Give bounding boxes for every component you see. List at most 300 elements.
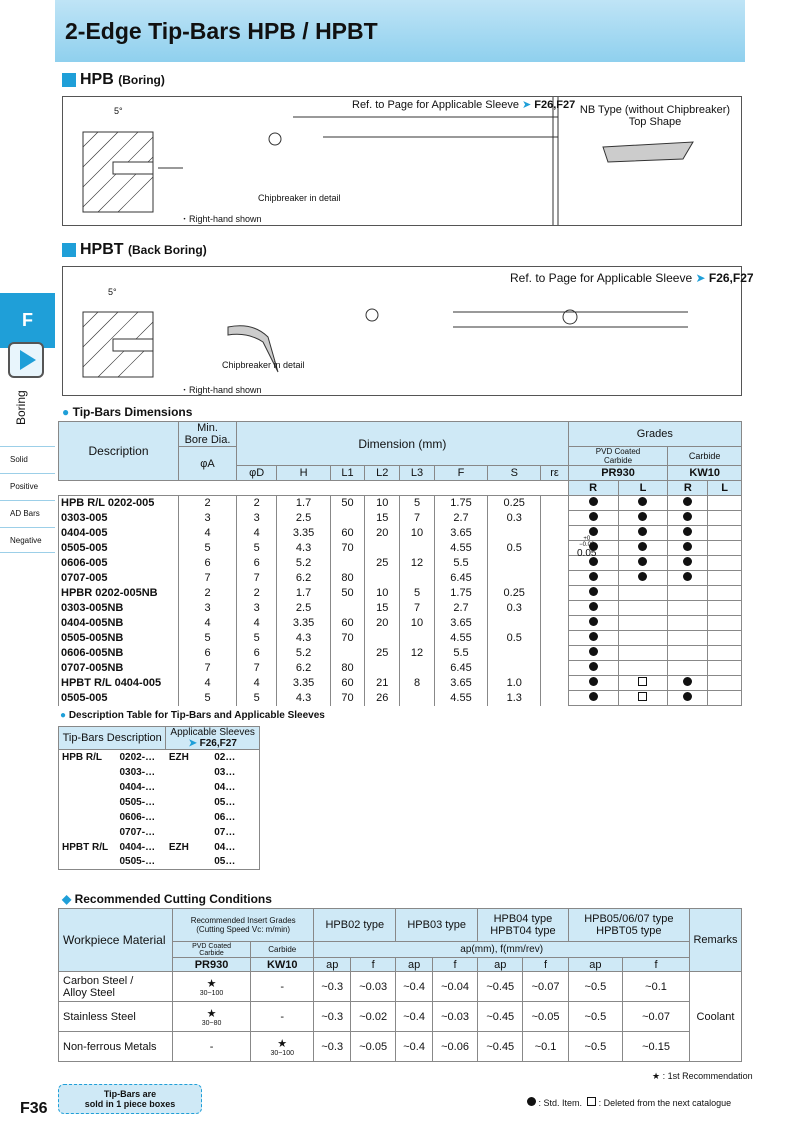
arrow-icon: ➤: [188, 738, 197, 749]
desc-code: 0505-…: [119, 856, 156, 868]
cell-H: 3.35: [277, 676, 330, 691]
std-item-icon: [527, 1097, 536, 1106]
desc-group: [59, 795, 117, 810]
cell-L1: 70: [330, 631, 365, 646]
cell-L1: 80: [330, 661, 365, 676]
cc-h-ap: ap: [314, 958, 351, 972]
grade-cell: [618, 661, 668, 676]
grade-cell: [668, 676, 708, 691]
std-item-icon: [683, 527, 692, 536]
grade-cell: [618, 691, 668, 706]
cell-S: 0.5: [488, 541, 541, 556]
table-row: [59, 571, 742, 586]
cc-h-t4-2: HPBT05 type: [596, 925, 662, 937]
desc-table: [58, 726, 260, 870]
cell-A: 7: [179, 661, 237, 676]
hpbt-ref-pages[interactable]: F26,F27: [708, 271, 754, 285]
cell-L2: 25: [365, 556, 400, 571]
std-item-icon: [638, 497, 647, 506]
cell-H: 5.2: [277, 556, 330, 571]
material: [59, 972, 173, 1002]
pack-info-1: Tip-Bars are: [103, 1089, 157, 1099]
cell-re: [541, 631, 568, 646]
dims-h-L2: L2: [365, 466, 400, 481]
hpb-marker: [62, 73, 76, 87]
grade-cell: [568, 616, 618, 631]
sleeve-code: 05…: [214, 856, 236, 868]
grade-cell: [568, 511, 618, 526]
sleeve-code: 03…: [214, 766, 236, 778]
desc-group: [59, 765, 117, 780]
cell-L2: [365, 571, 400, 586]
cond-value: ~0.3: [314, 972, 351, 1002]
cell-re: [541, 571, 568, 586]
std-item-icon: [683, 497, 692, 506]
cond-value: ~0.45: [478, 1032, 523, 1062]
std-item-icon: [683, 557, 692, 566]
grade-cell: [708, 556, 742, 571]
cell-re: [541, 661, 568, 676]
cell-L2: 25: [365, 646, 400, 661]
sleeve-series: [166, 780, 211, 795]
desc-group: HPB R/L: [62, 751, 102, 763]
grade-cell: [708, 646, 742, 661]
deleted-item-icon: [587, 1097, 596, 1106]
grade-cell: [668, 661, 708, 676]
desc-h-desc: Tip-Bars Description: [59, 727, 166, 750]
hpbt-drawing: [63, 267, 741, 395]
cc-h-rig: [173, 909, 314, 942]
cell-F: 3.65: [434, 526, 487, 541]
table-row: [59, 972, 742, 1002]
dims-h-A: φA: [179, 447, 237, 481]
cell-D: 6: [237, 646, 277, 661]
remark: Coolant: [690, 972, 742, 1062]
cc-h-t3-1: HPB04 type: [493, 913, 553, 925]
sleeve-code: 07…: [214, 826, 236, 838]
grade-cell: [708, 631, 742, 646]
table-row: [59, 616, 742, 631]
hpb-ref-text: Ref. to Page for Applicable Sleeve: [352, 99, 519, 111]
std-item-icon: [589, 662, 598, 671]
std-item-icon: [589, 647, 598, 656]
cell-A: 5: [179, 691, 237, 706]
std-item-icon: [589, 632, 598, 641]
cell-D: 5: [237, 691, 277, 706]
cond-value: ~0.3: [314, 1032, 351, 1062]
dims-h-F: F: [434, 466, 487, 481]
cond-value: ~0.06: [432, 1032, 477, 1062]
dims-h-r2: R: [668, 481, 708, 496]
cell-D: 6: [237, 556, 277, 571]
grade-cell: [618, 676, 668, 691]
star-note: ★ : 1st Recommendation: [652, 1071, 753, 1081]
cell-F: 6.45: [434, 661, 487, 676]
cell-L1: 70: [330, 541, 365, 556]
std-item-icon: [638, 527, 647, 536]
desc-group: HPBT R/L: [62, 841, 109, 853]
desc-h-app-1: Applicable Sleeves: [170, 727, 255, 738]
cell-A: 2: [179, 586, 237, 601]
cell-L1: [330, 556, 365, 571]
dims-title: Tip-Bars Dimensions: [72, 405, 193, 419]
dims-h-min-2: Bore Dia.: [184, 434, 231, 446]
cell-L2: 10: [365, 496, 400, 511]
hpb-title: HPB: [80, 71, 114, 88]
cell-A: 3: [179, 601, 237, 616]
table-row: [59, 661, 742, 676]
grade-cell: [618, 616, 668, 631]
row-desc: HPB R/L 0202-005: [59, 496, 179, 511]
cell-S: [488, 526, 541, 541]
cond-value: ~0.1: [523, 1032, 568, 1062]
cell-A: 7: [179, 571, 237, 586]
grade-cell: [618, 571, 668, 586]
cell-L1: 60: [330, 526, 365, 541]
cell-H: 4.3: [277, 631, 330, 646]
row-desc: 0505-005: [59, 541, 179, 556]
grade-cell: [618, 511, 668, 526]
section-tab-f[interactable]: F: [0, 293, 55, 348]
cell-H: 6.2: [277, 571, 330, 586]
cell-F: 3.65: [434, 616, 487, 631]
cc-h-ap: ap: [396, 958, 433, 972]
cell-H: 1.7: [277, 496, 330, 511]
rating: -: [209, 1040, 214, 1053]
desc-title: Description Table for Tip-Bars and Applicable Sleeves: [68, 710, 325, 721]
cell-D: 4: [237, 526, 277, 541]
cutting-title: Recommended Cutting Conditions: [74, 892, 272, 906]
dims-h-l2: L: [708, 481, 742, 496]
dims-h-min-1: Min.: [197, 422, 218, 434]
cell-H: 6.2: [277, 661, 330, 676]
deleted-item-icon: [638, 677, 647, 686]
std-item-icon: [589, 677, 598, 686]
speed: 30~100: [270, 1049, 294, 1057]
cell-L2: 21: [365, 676, 400, 691]
cell-F: 4.55: [434, 631, 487, 646]
cell-H: 3.35: [277, 616, 330, 631]
grade-cell: [708, 661, 742, 676]
cell-re: [541, 676, 568, 691]
hpb-angle: 5°: [114, 106, 123, 116]
desc-code: 0404-…: [119, 841, 156, 853]
cell-H: 4.3: [277, 691, 330, 706]
cc-h-pvd: [173, 942, 251, 958]
cell-A: 4: [179, 616, 237, 631]
cell-F: 2.7: [434, 601, 487, 616]
cell-H: 1.7: [277, 586, 330, 601]
sleeve-series: [166, 855, 211, 870]
cell-L3: [400, 661, 435, 676]
cell-H: 4.3: [277, 541, 330, 556]
cell-L2: 15: [365, 511, 400, 526]
cell-re: [541, 511, 568, 526]
sleeve-series: [166, 765, 211, 780]
grade-pr930: [173, 1032, 251, 1062]
cell-L1: 50: [330, 496, 365, 511]
cell-re: [541, 556, 568, 571]
sleeve-code: 05…: [214, 796, 236, 808]
dims-h-H: H: [277, 466, 330, 481]
page-number: F36: [20, 1100, 48, 1117]
cell-L2: [365, 541, 400, 556]
cell-F: 4.55: [434, 541, 487, 556]
desc-code: 0404-…: [119, 781, 156, 793]
table-row: [59, 646, 742, 661]
cc-h-f: f: [351, 958, 396, 972]
cell-F: 3.65: [434, 676, 487, 691]
cell-A: 6: [179, 646, 237, 661]
legend-del: : Deleted from the next catalogue: [598, 1098, 732, 1108]
grade-cell: [568, 586, 618, 601]
cell-L1: 80: [330, 571, 365, 586]
cc-h-pvd-2: Carbide: [199, 949, 224, 957]
sidebar-item-ad-bars[interactable]: AD Bars: [0, 500, 55, 526]
legend: [527, 1097, 731, 1108]
material: [59, 1002, 173, 1032]
std-item-icon: [589, 692, 598, 701]
grade-cell: [708, 586, 742, 601]
cell-A: 5: [179, 541, 237, 556]
cell-A: 5: [179, 631, 237, 646]
cell-L3: 5: [400, 586, 435, 601]
std-item-icon: [683, 692, 692, 701]
hpbt-subtitle: (Back Boring): [128, 243, 207, 257]
cc-h-pr: PR930: [173, 958, 251, 972]
hpbt-drawing-box: [62, 266, 742, 396]
std-item-icon: [589, 512, 598, 521]
grade-cell: [618, 541, 668, 556]
hpbt-chipbreaker: Chipbreaker in detail: [222, 360, 305, 370]
sleeve-series: [166, 810, 211, 825]
dims-h-re: rε: [541, 466, 568, 481]
dims-h-l1: L: [618, 481, 668, 496]
re-tol-top: +0: [583, 536, 591, 542]
cc-h-t4: [568, 909, 689, 942]
dims-h-min: [179, 422, 237, 447]
cell-re: [541, 526, 568, 541]
row-desc: 0505-005NB: [59, 631, 179, 646]
cell-D: 2: [237, 496, 277, 511]
sleeve-series: [166, 795, 211, 810]
cell-L1: [330, 601, 365, 616]
row-desc: 0404-005: [59, 526, 179, 541]
cell-L1: [330, 646, 365, 661]
cell-S: 0.3: [488, 601, 541, 616]
grade-cell: [618, 496, 668, 511]
grade-cell: [708, 571, 742, 586]
grade-cell: [568, 631, 618, 646]
cell-H: 2.5: [277, 511, 330, 526]
row-desc: 0404-005NB: [59, 616, 179, 631]
row-desc: HPBR 0202-005NB: [59, 586, 179, 601]
cell-S: 0.25: [488, 496, 541, 511]
cell-D: 7: [237, 661, 277, 676]
cell-S: 1.3: [488, 691, 541, 706]
cell-L3: [400, 691, 435, 706]
std-item-icon: [683, 512, 692, 521]
grade-cell: [668, 526, 708, 541]
grade-cell: [668, 511, 708, 526]
dims-h-D: φD: [237, 466, 277, 481]
cell-F: 5.5: [434, 556, 487, 571]
sidebar-item-positive[interactable]: Positive: [0, 473, 55, 499]
cond-value: ~0.4: [396, 1002, 433, 1032]
nb-type-sub: Top Shape: [628, 116, 682, 128]
cond-value: ~0.03: [432, 1002, 477, 1032]
grade-cell: [568, 496, 618, 511]
std-item-icon: [638, 542, 647, 551]
cc-h-pvd-1: PVD Coated: [192, 942, 231, 950]
cell-F: 5.5: [434, 646, 487, 661]
grade-cell: [708, 616, 742, 631]
nb-type-title: NB Type (without Chipbreaker): [579, 104, 731, 116]
cond-value: ~0.45: [478, 1002, 523, 1032]
cell-L1: 50: [330, 586, 365, 601]
cc-h-ap: ap: [568, 958, 622, 972]
table-row: [59, 795, 260, 810]
grade-cell: [708, 601, 742, 616]
boring-tool-icon: [8, 342, 44, 378]
cell-F: 2.7: [434, 511, 487, 526]
cond-value: ~0.3: [314, 1002, 351, 1032]
grade-cell: [618, 646, 668, 661]
std-item-icon: [589, 602, 598, 611]
row-desc: 0707-005: [59, 571, 179, 586]
grade-cell: [568, 661, 618, 676]
std-item-icon: [589, 572, 598, 581]
sleeve-series: EZH: [168, 751, 189, 763]
cond-value: ~0.02: [351, 1002, 396, 1032]
dims-heading: [62, 405, 192, 419]
cond-value: ~0.04: [432, 972, 477, 1002]
grade-kw10: [251, 1002, 314, 1032]
desc-group: [59, 825, 117, 840]
table-row: [59, 1002, 742, 1032]
speed: 30~100: [199, 989, 224, 997]
dims-h-kw: KW10: [668, 466, 742, 481]
grade-cell: [668, 691, 708, 706]
cond-value: ~0.07: [523, 972, 568, 1002]
rating: ★: [206, 1007, 217, 1020]
cell-L2: [365, 631, 400, 646]
std-item-icon: [589, 617, 598, 626]
page-title: 2-Edge Tip-Bars HPB / HPBT: [65, 18, 378, 44]
cell-S: [488, 661, 541, 676]
std-item-icon: [589, 527, 598, 536]
cell-D: 2: [237, 586, 277, 601]
std-item-icon: [683, 542, 692, 551]
cond-value: ~0.05: [351, 1032, 396, 1062]
cc-h-ap: ap: [478, 958, 523, 972]
cell-F: 6.45: [434, 571, 487, 586]
grade-cell: [668, 571, 708, 586]
cc-h-f: f: [623, 958, 690, 972]
table-row: [59, 676, 742, 691]
std-item-icon: [638, 557, 647, 566]
material-line-2: Alloy Steel: [63, 986, 115, 999]
table-row: [59, 1032, 742, 1062]
cond-value: ~0.5: [568, 1002, 622, 1032]
hpb-ref-note: [352, 98, 575, 111]
dims-table: [58, 421, 742, 706]
cell-H: 3.35: [277, 526, 330, 541]
cell-re: [541, 646, 568, 661]
dims-h-grades: Grades: [568, 422, 741, 447]
hpb-ref-pages[interactable]: F26,F27: [534, 99, 576, 111]
dims-re-1: [577, 536, 596, 559]
table-row: [59, 556, 742, 571]
grade-cell: [618, 526, 668, 541]
cc-h-t3-2: HPBT04 type: [490, 925, 556, 937]
desc-h-app-pages[interactable]: F26,F27: [199, 738, 237, 749]
cc-h-t2: HPB03 type: [396, 909, 478, 942]
sleeve-series: [166, 825, 211, 840]
desc-body: [59, 750, 260, 870]
cell-A: 3: [179, 511, 237, 526]
grade-cell: [708, 496, 742, 511]
std-item-icon: [589, 497, 598, 506]
grade-cell: [668, 631, 708, 646]
legend-std: : Std. Item.: [538, 1098, 583, 1108]
sidebar-item-negative[interactable]: Negative: [0, 527, 55, 553]
rating: ★: [277, 1037, 288, 1050]
std-item-icon: [683, 572, 692, 581]
cutting-heading: [62, 892, 272, 906]
cell-S: 1.0: [488, 676, 541, 691]
sleeve-code: 02…: [214, 751, 236, 763]
grade-pr930: [173, 972, 251, 1002]
material: [59, 1032, 173, 1062]
grade-cell: [668, 646, 708, 661]
cell-L1: [330, 511, 365, 526]
hpbt-heading: [80, 241, 207, 259]
rating: -: [280, 1010, 285, 1023]
row-desc: HPBT R/L 0404-005: [59, 676, 179, 691]
dims-h-desc: Description: [59, 422, 179, 481]
cell-L1: 60: [330, 616, 365, 631]
hpbt-title: HPBT: [80, 241, 124, 258]
sleeve-code: 04…: [214, 841, 236, 853]
cond-value: ~0.1: [623, 972, 690, 1002]
cell-L2: 20: [365, 616, 400, 631]
table-row: [59, 601, 742, 616]
hpbt-ref-text: Ref. to Page for Applicable Sleeve: [510, 271, 693, 285]
std-item-icon: [683, 677, 692, 686]
grade-cell: [708, 526, 742, 541]
cell-D: 3: [237, 511, 277, 526]
cc-h-kw: KW10: [251, 958, 314, 972]
grade-cell: [568, 571, 618, 586]
sidebar-item-solid[interactable]: Solid: [0, 446, 55, 472]
grade-cell: [668, 616, 708, 631]
dims-h-pvd-1: PVD Coated: [595, 447, 641, 456]
grade-cell: [618, 556, 668, 571]
pack-info-2: sold in 1 piece boxes: [84, 1099, 176, 1109]
table-row: [59, 825, 260, 840]
grade-cell: [668, 601, 708, 616]
cell-L1: 60: [330, 676, 365, 691]
std-item-icon: [638, 512, 647, 521]
cell-F: 1.75: [434, 586, 487, 601]
cc-h-t1: HPB02 type: [314, 909, 396, 942]
sleeve-code: 04…: [214, 781, 236, 793]
dims-h-r1: R: [568, 481, 618, 496]
rating: ★: [206, 977, 217, 990]
cond-value: ~0.15: [623, 1032, 690, 1062]
table-row: [59, 855, 260, 870]
